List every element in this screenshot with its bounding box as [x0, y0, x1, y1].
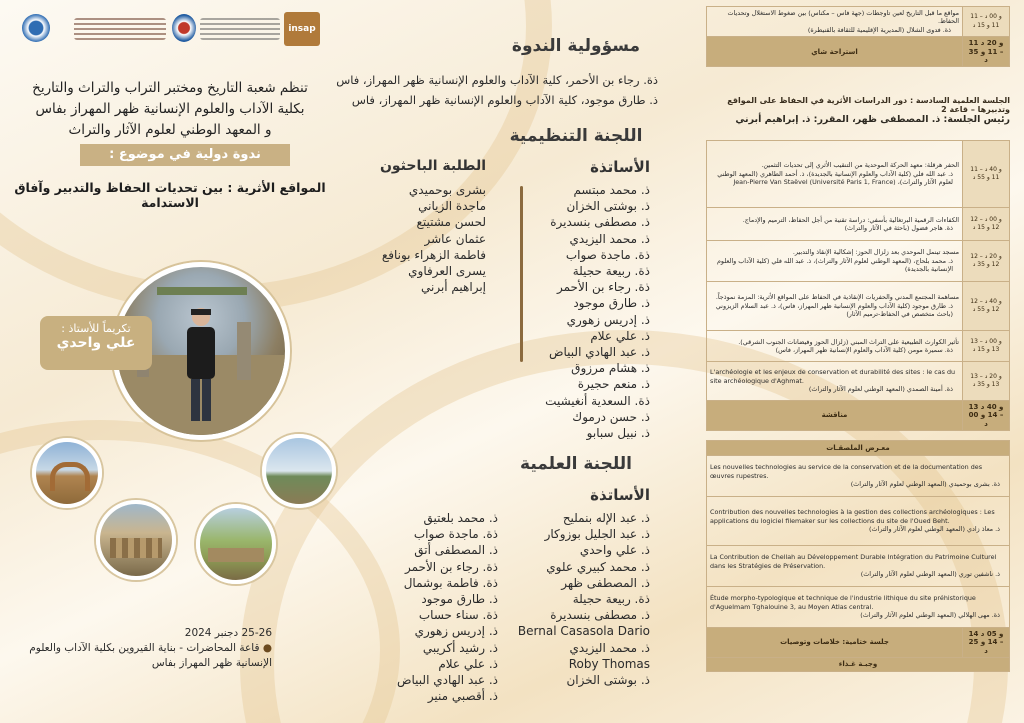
table-row	[707, 628, 1010, 658]
poster-cell	[707, 587, 1010, 628]
poster-speaker: ذة. بشرى بوحميدي (المعهد الوطني لعلوم الآثار والتراث)	[850, 480, 1000, 489]
university-logo	[22, 14, 50, 42]
list-item: ذة. ربيعة حجيلة	[572, 264, 650, 279]
program-cell	[707, 282, 963, 331]
table-row	[707, 282, 1010, 331]
list-item: ذ. إدريس زهوري	[566, 312, 650, 327]
program-time: 13 و 00 د – 13 و 15 د	[963, 331, 1010, 362]
list-item: ذة. فاطمة بوشمال	[403, 575, 498, 590]
list-item: Bernal Casasola Dario	[517, 624, 650, 639]
list-item: ذ. بوشتى الخزان	[566, 199, 650, 214]
list-item: ذ. محمد بلعتيق	[423, 511, 498, 525]
list-item: ذ. طارق موجود	[421, 592, 498, 607]
lab-logo-text	[200, 18, 280, 40]
list-item: ذة. ماجدة صواب	[413, 527, 498, 542]
posters-table	[706, 440, 1010, 672]
left-panel	[0, 0, 340, 723]
event-venue: قاعة المحاضرات - بناية القيروين بكلية الآداب والعلوم الإنسانية ظهر المهراز بفاس	[29, 642, 272, 669]
program-item-text: مساهمة المجتمع المدني والحفريات الإنقاذية في الحفاظ على المواقع الأثرية: المزمة نموذجاً.	[715, 293, 959, 302]
program-item-text: مواقع ما قبل التاريخ لعين تاوجطات (جهة فاس – مكناس) بين ضغوط الاستغلال وتحديات الحفاظ.	[727, 9, 959, 26]
ruins-column	[237, 322, 251, 380]
list-item: ذ. عبد الجليل بوزوكار	[544, 527, 650, 542]
program-item-text: L'archéologie et les enjeux de conservation et durabilité des sites : le cas du site archéologique d'Aghmat.	[710, 368, 956, 385]
list-item: ذ. محمد مبتسم	[573, 183, 650, 197]
table-row	[707, 331, 1010, 362]
person-figure	[179, 305, 223, 425]
poster-title: La Contribution de Chellah au Développement Durable Intégration du Patrimoine Culturel dans les Stratégies de Préservation.	[710, 553, 997, 570]
closing-label: جلسة ختامية: خلاصات وتوصيات	[707, 628, 963, 658]
posters-header: معـرض الملصقـات	[707, 441, 1010, 456]
responsibility-line: ذ. طارق موجود، كلية الآداب والعلوم الإنسانية ظهر المهراز، فاس	[351, 93, 658, 107]
program-item-speaker: ذة. سميرة مومن (كلية الآداب والعلوم الإنسانية ظهر المهراز، فاس)	[775, 346, 953, 354]
list-item: ذ. منعم حجيرة	[577, 377, 650, 392]
responsibility-list	[336, 70, 658, 110]
program-cell	[707, 241, 963, 282]
faculty-logo-text	[74, 18, 166, 40]
list-item: ذ. إدريس زهوري	[414, 624, 498, 639]
poster-title: Les nouvelles technologies au service de la conservation et de la documentation des œuvres rupestres.	[710, 463, 983, 480]
table-row	[707, 497, 1010, 546]
list-item: ذ. نبيل سبابو	[586, 426, 650, 441]
program-cell	[707, 362, 963, 401]
list-item: ماجدة الزياني	[418, 199, 486, 214]
honor-label: تكريماً للأستاذ :	[61, 322, 131, 335]
table-row	[707, 241, 1010, 282]
site-photo-arch	[32, 438, 102, 508]
session-title: الجلسة العلمية السادسة : دور الدراسات الأثرية في الحفاظ على المواقع وتدبيرها – قاعة 2	[727, 96, 1010, 114]
program-table-top	[706, 6, 1010, 67]
program-time: 12 و 20 د – 12 و 35 د	[963, 241, 1010, 282]
program-cell	[707, 331, 963, 362]
poster-speaker: ذ. ناشفين توري (المعهد الوطني لعلوم الآثار والتراث)	[860, 570, 1000, 579]
table-row	[707, 456, 1010, 497]
list-item: ذ. عبد الهادي البياض	[549, 345, 650, 360]
site-photo-landscape	[262, 434, 336, 508]
poster-speaker: ذ. معاذ زادي (المعهد الوطني لعلوم الآثار والتراث)	[869, 525, 1000, 534]
organizing-students-label: الطلبة الباحثون	[379, 158, 486, 174]
scientific-list-left	[388, 510, 498, 704]
list-item: ذ. علي واحدي	[579, 543, 650, 558]
poster-cell	[707, 546, 1010, 587]
responsibility-title: مسؤولية الندوة	[511, 36, 641, 56]
table-row	[707, 208, 1010, 241]
list-item: ذ. محمد اليزيدي	[569, 231, 650, 246]
scientific-list-right	[510, 510, 650, 688]
event-date: 25-26 دجنبر 2024	[184, 627, 272, 639]
intro-line: بكلية الآداب والعلوم الإنسانية ظهر المهراز بفاس	[35, 101, 305, 117]
table-row	[707, 441, 1010, 456]
responsibility-line: ذة. رجاء بن الأحمر، كلية الآداب والعلوم الإنسانية ظهر المهراز، فاس	[336, 73, 658, 87]
program-time: 13 و 40 د – 14 و 00 د	[963, 401, 1010, 431]
conference-title: المواقع الأثرية : بين تحديات الحفاظ والتدبير وآفاق الاستدامة	[14, 180, 326, 210]
list-item: ذ. مصطفى بنسديرة	[550, 608, 650, 623]
table-row	[707, 7, 1010, 37]
list-item: ذ. مصطفى بنسديرة	[550, 215, 650, 230]
list-item: إبراهيم أبرني	[420, 280, 486, 295]
list-item: ذ. هشام مرزوق	[571, 361, 650, 376]
poster-title: Contribution des nouvelles technologies à la gestion des collections archéologiques : Les applications du logiciel filemaker sur les collections du site de l'Oued Beht.	[710, 508, 995, 525]
list-item: ذ. محمد كبيري علوي	[546, 559, 650, 574]
list-item: ذ. المصطفى أتق	[414, 543, 498, 558]
scientific-title: اللجنة العلمية	[520, 454, 632, 474]
program-time: 11 و 40 د – 11 و 55 د	[963, 141, 1010, 208]
program-item-speaker: ذة. فدوى الشلال (المديرية الإقليمية للثقافة بالقنيطرة)	[807, 25, 951, 34]
poster-title: Étude morpho-typologique et technique de l'industrie lithique du site préhistorique d'Aguelmam Tghalouine 3, au Moyen Atlas central.	[710, 594, 976, 611]
list-item: ذ. علي علام	[438, 656, 498, 671]
list-item: عثمان عاشر	[424, 231, 486, 246]
list-item: ذ. بوشتى الخزان	[566, 673, 650, 688]
list-item: ذة. رجاء بن الأحمر	[556, 280, 650, 295]
program-cell	[707, 141, 963, 208]
intro-line: تنظم شعبة التاريخ ومختبر التراب والتراث والتاريخ	[32, 80, 308, 96]
program-time: 11 و 00 د – 11 و 15 د	[963, 7, 1010, 37]
list-item: Roby Thomas	[568, 656, 650, 671]
session-chair: رئيس الجلسة: ذ. المصطفى ظهر، المقرر: ذ. إبراهيم أبرني	[735, 114, 1010, 125]
table-row	[707, 658, 1010, 671]
program-item-text: الحفر هرقلة: معهد الحركة الموحدية من التنقيب الأثري إلى تحديات التثمين.	[761, 161, 959, 170]
column-divider	[520, 186, 523, 362]
program-table-session	[706, 140, 1010, 431]
list-item: ذة. السعدية أنغيشيت	[545, 393, 650, 408]
table-row	[707, 37, 1010, 67]
intro-text	[10, 78, 330, 141]
list-item: ذ. علي علام	[590, 328, 650, 343]
event-info	[20, 626, 272, 671]
scientific-professors-label: الأساتذة	[590, 486, 650, 504]
list-item: ذ. المصطفى ظهر	[561, 575, 650, 590]
program-time: 11 و 20 د – 11 و 35 د	[963, 37, 1010, 67]
poster-cell	[707, 497, 1010, 546]
intro-line: و المعهد الوطني لعلوم الآثار والتراث	[68, 122, 272, 138]
lunch-label: وجبـة غـذاء	[707, 658, 1010, 671]
program-cell	[707, 7, 963, 37]
organizing-title: اللجنة التنظيمية	[509, 126, 643, 146]
organizing-professors-list	[540, 182, 650, 441]
discussion-label: مناقشة	[707, 401, 963, 431]
insap-logo	[284, 12, 320, 46]
list-item: ذ. عبد الهادي البياض	[397, 673, 498, 688]
organizing-professors-label: الأساتذة	[590, 158, 650, 176]
list-item: ذ. حسن درموك	[572, 409, 650, 424]
table-row	[707, 362, 1010, 401]
list-item: ذة. ماجدة صواب	[565, 247, 650, 262]
list-item: ذة. رجاء بن الأحمر	[404, 559, 498, 574]
list-item: بشرى بوحميدي	[408, 183, 486, 197]
program-time: 12 و 40 د – 12 و 55 د	[963, 282, 1010, 331]
program-cell	[707, 208, 963, 241]
program-item-text: مسجد تينمل الموحدي بعد زلزال الحوز: إشكالية الإنقاذ والتدبير.	[792, 248, 959, 257]
poster-cell	[707, 456, 1010, 497]
table-row	[707, 587, 1010, 628]
table-row	[707, 141, 1010, 208]
list-item: ذ. عبد الإله بنمليح	[562, 511, 650, 525]
faculty-emblem	[172, 14, 196, 42]
honoree-name: علي واحدي	[56, 335, 136, 351]
table-row	[707, 401, 1010, 431]
program-item-text: تأثير الكوارث الطبيعية على التراث المبني (زلزال الحوز وفيضانات الجنوب الشرقي).	[738, 337, 959, 346]
middle-panel	[336, 0, 685, 723]
list-item: ذة. سناء حساب	[418, 608, 498, 623]
program-time: 13 و 20 د – 13 و 35 د	[963, 362, 1010, 401]
topic-banner: ندوة دولية في موضوع :	[80, 144, 290, 166]
organizing-students-list	[360, 182, 486, 295]
program-item-speaker: ذة. أمينة الصمدي (المعهد الوطني لعلوم الآثار والتراث)	[808, 385, 953, 394]
program-item-speaker: ذ. طارق موجود (كلية الآداب والعلوم الإنسانية ظهر المهراز، فاس)، ذ. عبد السلام الزيزوني (باحث متخصص في الحفاظ-ترميم الآثار)	[715, 301, 953, 319]
list-item: لحسن مشتيتع	[416, 215, 486, 230]
break-label: استراحة شاي	[707, 37, 963, 67]
site-photo-ruins	[196, 504, 276, 584]
logo-bar	[22, 14, 322, 54]
list-item: ذة. ربيعة حجيلة	[572, 592, 650, 607]
list-item: ذ. طارق موجود	[573, 296, 650, 311]
list-item: فاطمة الزهراء بونافع	[381, 247, 486, 262]
list-item: ذ. محمد اليزيدي	[569, 640, 650, 655]
location-pin-icon: ●	[262, 642, 272, 654]
honor-badge	[40, 316, 152, 370]
program-time: 12 و 00 د – 12 و 15 د	[963, 208, 1010, 241]
ruins-trees	[157, 287, 247, 295]
list-item: ذ. رشيد أكريبي	[422, 640, 498, 655]
site-photo-excavation	[96, 500, 176, 580]
list-item: ذ. أقصبي منير	[427, 689, 498, 704]
program-item-speaker: ذ. محمد بلحاج، (المعهد الوطني لعلوم الآثار والتراث)، ذ. عبد الله فلي (كلية الآداب والعلوم الإنسانية بالجديدة)	[716, 256, 953, 274]
insap-logo-label: insap	[288, 24, 316, 34]
program-item-speaker: ذ. عبد الله فلي (كلية الآداب والعلوم الإنسانية بالجديدة)، ذ. أحمد الطاهري (المعهد الوطني لعلوم الآثار والتراث)، Jean-Pierre Van Staëvel (Université Paris 1, France)	[717, 169, 953, 187]
event-venue-row	[20, 641, 272, 671]
program-item-speaker: ذة. هاجر فضول (باحثة في الآثار والتراث)	[844, 224, 953, 232]
program-time: 14 و 05 د – 14 و 25 د	[963, 628, 1010, 658]
program-item-text: الكفاءات الرقمية البرتغالية بأسفي: دراسة تقنية من أجل الحفاظ، الترميم والإدماج.	[742, 215, 959, 224]
poster-speaker: ذة. مهى الهلالي (المعهد الوطني لعلوم الآثار والتراث)	[860, 611, 1000, 620]
list-item: يسرى العرفاوي	[408, 264, 486, 279]
table-row	[707, 546, 1010, 587]
